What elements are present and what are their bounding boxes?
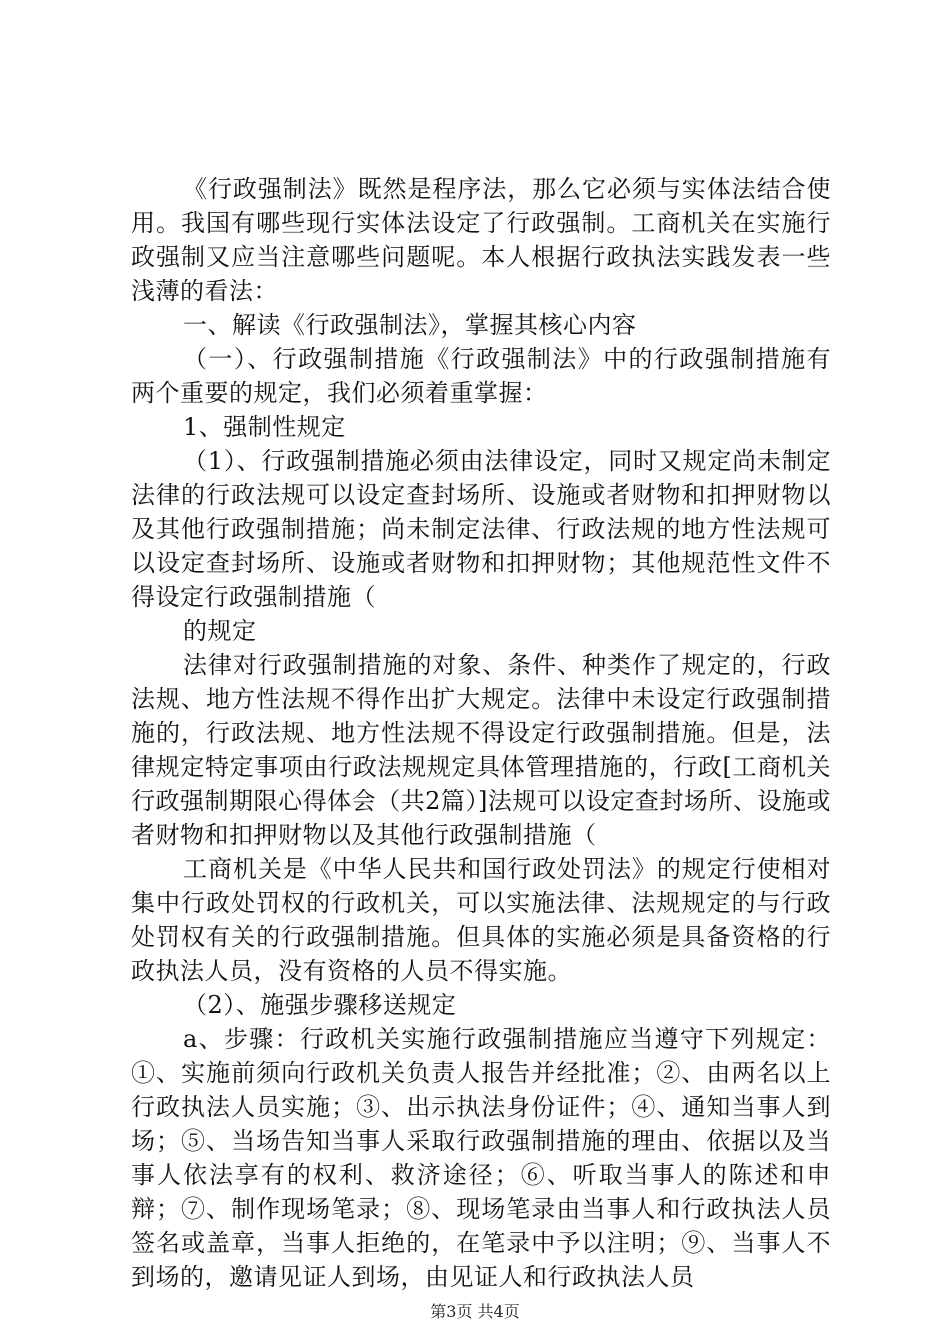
fragment-line: 的规定 <box>183 617 257 645</box>
subsection-paragraph-1: （一）、行政强制措施《行政强制法》中的行政强制措施有两个重要的规定，我们必须着重掌握： <box>131 345 831 407</box>
item-heading-1: 1、强制性规定 <box>183 413 346 441</box>
document-body <box>131 172 831 1294</box>
section-heading-1: 一、解读《行政强制法》，掌握其核心内容 <box>183 311 637 339</box>
clause-paragraph-1: （1）、行政强制措施必须由法律设定，同时又规定尚未制定法律的行政法规可以设定查封场所、设施或者财物和扣押财物以及其他行政强制措施；尚未制定法律、行政法规的地方性法规可以设定查封场所、设施或者财物和扣押财物；其他规范性文件不得设定行政强制措施（ <box>131 447 831 611</box>
steps-paragraph: a、步骤：行政机关实施行政强制措施应当遵守下列规定：①、实施前须向行政机关负责人报告并经批准；②、由两名以上行政执法人员实施；③、出示执法身份证件；④、通知当事人到场；⑤、当场告知当事人采取行政强制措施的理由、依据以及当事人依法享有的权利、救济途径；⑥、听取当事人的陈述和申辩；⑦、制作现场笔录；⑧、现场笔录由当事人和行政执法人员签名或盖章，当事人拒绝的，在笔录中予以注明；⑨、当事人不到场的，邀请见证人到场，由见证人和行政执法人员 <box>131 1025 831 1291</box>
law-paragraph: 法律对行政强制措施的对象、条件、种类作了规定的，行政法规、地方性法规不得作出扩大规定。法律中未设定行政强制措施的，行政法规、地方性法规不得设定行政强制措施。但是，法律规定特定事项由行政法规规定具体管理措施的，行政[工商机关行政强制期限心得体会（共2篇）]法规可以设定查封场所、设施或者财物和扣押财物以及其他行政强制措施（ <box>131 651 831 849</box>
agency-paragraph: 工商机关是《中华人民共和国行政处罚法》的规定行使相对集中行政处罚权的行政机关，可以实施法律、法规规定的与行政处罚权有关的行政强制措施。但具体的实施必须是具备资格的行政执法人员，没有资格的人员不得实施。 <box>131 855 831 985</box>
page-footer: 第3页 共4页 <box>430 1302 520 1321</box>
intro-paragraph: 《行政强制法》既然是程序法，那么它必须与实体法结合使用。我国有哪些现行实体法设定了行政强制。工商机关在实施行政强制又应当注意哪些问题呢。本人根据行政执法实践发表一些浅薄的看法： <box>131 175 831 305</box>
clause-heading-2: （2）、施强步骤移送规定 <box>183 991 457 1019</box>
